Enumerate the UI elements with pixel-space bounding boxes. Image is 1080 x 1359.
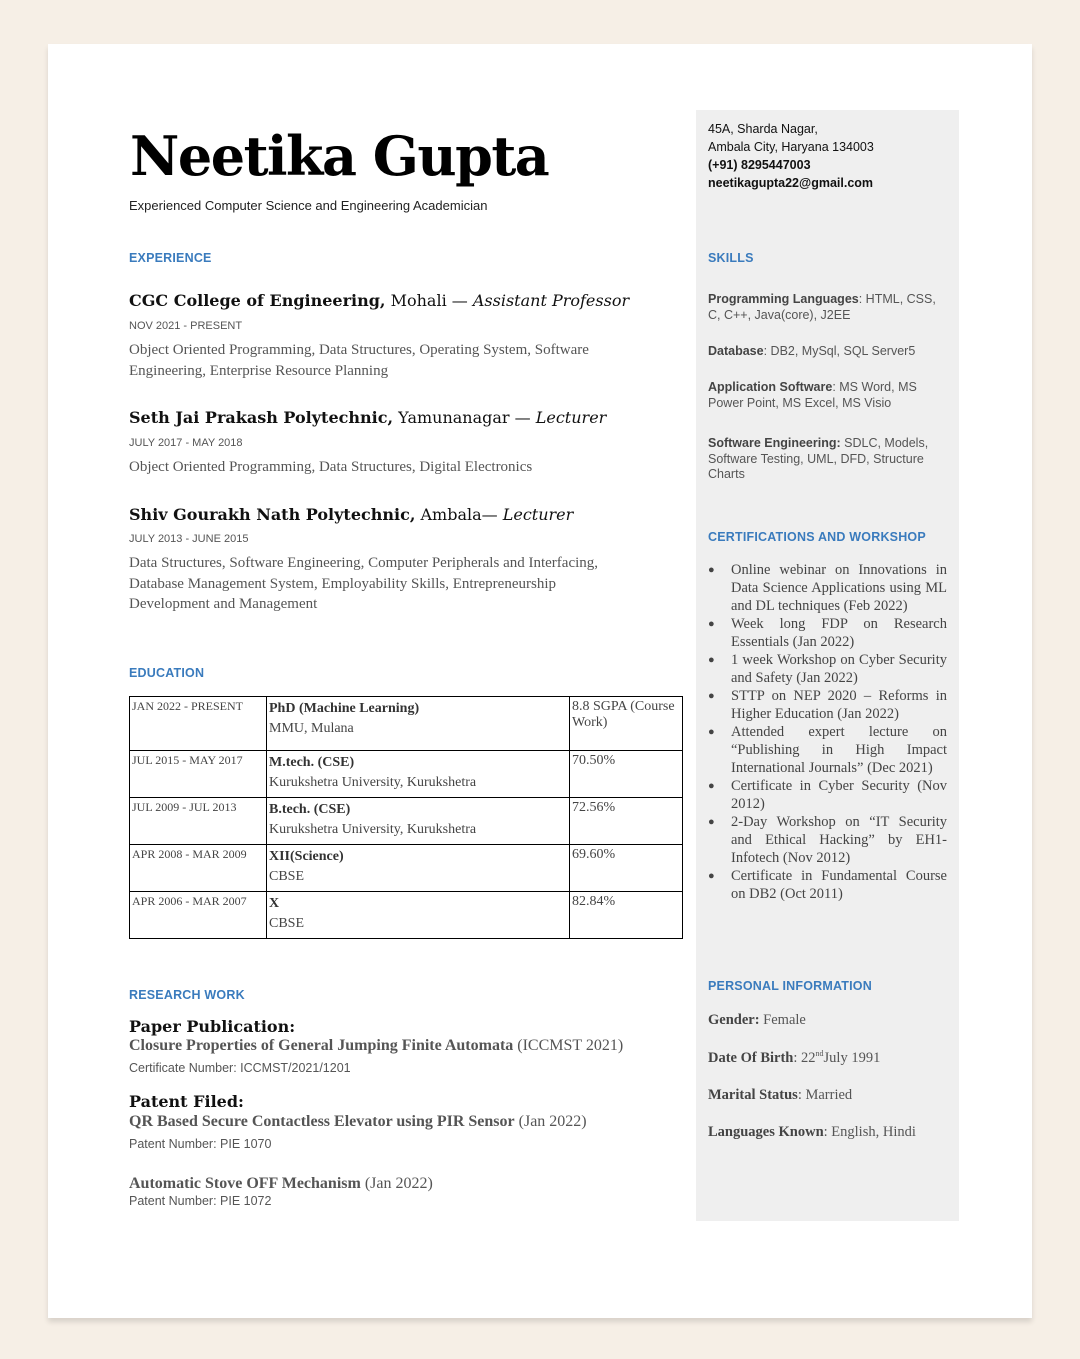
languages-info <box>708 1124 916 1141</box>
paper-certificate: Certificate Number: ICCMST/2021/1201 <box>129 1061 351 1075</box>
paper-title-text: Closure Properties of General Jumping Finite Automata <box>129 1037 514 1054</box>
list-item <box>708 561 947 615</box>
bullet-icon: ● <box>708 816 715 828</box>
email-address: neetikagupta22@gmail.com <box>708 176 874 190</box>
edu-degree: X <box>269 896 280 911</box>
phone-number: (+91) 8295447003 <box>708 158 811 172</box>
list-item <box>708 813 947 867</box>
edu-degree-cell <box>267 751 570 798</box>
skill-value: : HTML, CSS, C, C++, Java(core), J2EE <box>708 292 936 322</box>
education-table <box>129 696 683 939</box>
cert-text: 2-Day Workshop on “IT Security and Ethical Hacking” by EH1-Infotech (Nov 2012) <box>731 814 947 866</box>
skill-entry <box>708 292 938 323</box>
edu-dates: JUL 2015 - MAY 2017 <box>130 751 267 798</box>
skill-entry <box>708 380 938 411</box>
edu-institute: Kurukshetra University, Kurukshetra <box>269 775 477 790</box>
table-row <box>130 697 683 751</box>
skill-label: Application Software <box>708 380 833 394</box>
job-title <box>129 505 573 524</box>
skill-label: Programming Languages <box>708 292 859 306</box>
skill-value: SDLC, Models, Software Testing, UML, DFD, Structure Charts <box>708 436 929 481</box>
job-location: Ambala— <box>415 505 503 524</box>
cert-text: Certificate in Cyber Security (Nov 2012) <box>731 778 947 812</box>
gender-label: Gender: <box>708 1012 760 1028</box>
job-dates: JULY 2017 - MAY 2018 <box>129 437 243 449</box>
job-description: Data Structures, Software Engineering, Computer Peripherals and Interfacing, Database Management System, Employability Skills, Entrepreneurship Development and Management <box>129 555 599 612</box>
edu-dates: APR 2008 - MAR 2009 <box>130 845 267 892</box>
cert-text: Online webinar on Innovations in Data Science Applications using ML and DL techniques (Feb 2022) <box>731 562 947 614</box>
edu-degree: PhD (Machine Learning) <box>269 701 420 716</box>
marital-label: Marital Status <box>708 1087 798 1103</box>
job-role: Lecturer <box>535 408 607 427</box>
patent-date: (Jan 2022) <box>514 1113 587 1130</box>
list-item <box>708 867 947 903</box>
edu-degree-cell <box>267 845 570 892</box>
skill-value: : DB2, MySql, SQL Server5 <box>763 344 916 358</box>
marital-value: : Married <box>797 1087 853 1103</box>
edu-score: 82.84% <box>570 892 683 939</box>
bullet-icon: ● <box>708 654 715 666</box>
contact-block <box>708 120 874 192</box>
job-role: Assistant Professor <box>472 291 630 310</box>
edu-score: 70.50% <box>570 751 683 798</box>
edu-dates: JAN 2022 - PRESENT <box>130 697 267 751</box>
job-institution: Shiv Gourakh Nath Polytechnic, <box>129 505 416 524</box>
list-item <box>708 615 947 651</box>
certifications-heading: CERTIFICATIONS AND WORKSHOP <box>708 530 926 544</box>
edu-score: 69.60% <box>570 845 683 892</box>
dob-info <box>708 1049 880 1067</box>
list-item <box>708 723 947 777</box>
dob-label: Date Of Birth <box>708 1049 794 1066</box>
table-row <box>130 892 683 939</box>
paper-title <box>129 1037 623 1055</box>
gender-info <box>708 1012 806 1029</box>
list-item <box>708 651 947 687</box>
job-title <box>129 408 606 427</box>
patent-title-text: QR Based Secure Contactless Elevator using PIR Sensor <box>129 1113 515 1130</box>
edu-dates: JUL 2009 - JUL 2013 <box>130 798 267 845</box>
education-heading: EDUCATION <box>129 666 205 680</box>
skill-entry <box>708 344 938 360</box>
edu-degree-cell <box>267 798 570 845</box>
bullet-icon: ● <box>708 870 715 882</box>
experience-heading: EXPERIENCE <box>129 251 212 265</box>
edu-degree: B.tech. (CSE) <box>269 802 351 817</box>
patent-date: (Jan 2022) <box>360 1175 433 1192</box>
edu-dates: APR 2006 - MAR 2007 <box>130 892 267 939</box>
patent-title-text: Automatic Stove OFF Mechanism <box>129 1175 361 1192</box>
edu-institute: Kurukshetra University, Kurukshetra <box>269 822 477 837</box>
list-item <box>708 687 947 723</box>
gender-value: Female <box>759 1012 806 1028</box>
cert-text: Certificate in Fundamental Course on DB2 (Oct 2011) <box>731 868 947 902</box>
list-item <box>708 777 947 813</box>
paper-heading: Paper Publication: <box>129 1017 296 1036</box>
table-row <box>130 845 683 892</box>
candidate-name: Neetika Gupta <box>130 124 549 188</box>
patent-title <box>129 1113 587 1131</box>
edu-degree-cell <box>267 697 570 751</box>
job-dates: JULY 2013 - JUNE 2015 <box>129 533 249 545</box>
address-line: 45A, Sharda Nagar, <box>708 122 818 136</box>
patent-number: Patent Number: PIE 1070 <box>129 1137 272 1151</box>
languages-value: : English, Hindi <box>823 1124 916 1140</box>
research-heading: RESEARCH WORK <box>129 988 245 1002</box>
skill-entry <box>708 436 938 483</box>
bullet-icon: ● <box>708 618 715 630</box>
job-role: Lecturer <box>502 505 574 524</box>
job-description: Object Oriented Programming, Data Structures, Digital Electronics <box>129 459 533 475</box>
edu-degree-cell <box>267 892 570 939</box>
edu-score: 72.56% <box>570 798 683 845</box>
edu-institute: MMU, Mulana <box>269 721 354 736</box>
skills-heading: SKILLS <box>708 251 754 265</box>
job-institution: CGC College of Engineering, <box>129 291 386 310</box>
bullet-icon: ● <box>708 690 715 702</box>
cert-text: Week long FDP on Research Essentials (Jan 2022) <box>731 616 947 650</box>
bullet-icon: ● <box>708 780 715 792</box>
skill-label: Software Engineering: <box>708 436 841 450</box>
bullet-icon: ● <box>708 726 715 738</box>
patent-title <box>129 1175 433 1193</box>
job-description: Object Oriented Programming, Data Structures, Operating System, Software Engineering, Enterprise Resource Planning <box>129 342 589 379</box>
paper-venue: (ICCMST 2021) <box>513 1037 624 1054</box>
job-location: Yamunanagar — <box>393 408 536 427</box>
edu-institute: CBSE <box>269 916 305 931</box>
job-title <box>129 291 629 310</box>
job-dates: NOV 2021 - PRESENT <box>129 320 243 332</box>
edu-institute: CBSE <box>269 869 305 884</box>
job-institution: Seth Jai Prakash Polytechnic, <box>129 408 394 427</box>
patent-heading: Patent Filed: <box>129 1092 244 1111</box>
cert-text: STTP on NEP 2020 – Reforms in Higher Education (Jan 2022) <box>731 688 947 722</box>
table-row <box>130 798 683 845</box>
skill-value: : MS Word, MS Power Point, MS Excel, MS Visio <box>708 380 917 410</box>
languages-label: Languages Known <box>708 1124 824 1140</box>
marital-info <box>708 1087 852 1104</box>
edu-degree: XII(Science) <box>269 849 344 864</box>
tagline: Experienced Computer Science and Engineering Academician <box>129 198 488 213</box>
dob-rest: July 1991 <box>823 1049 881 1066</box>
table-row <box>130 751 683 798</box>
resume-page <box>48 44 1032 1318</box>
personal-heading: PERSONAL INFORMATION <box>708 979 872 993</box>
job-location: Mohali — <box>385 291 473 310</box>
cert-text: Attended expert lecture on “Publishing in High Impact International Journals” (Dec 2021) <box>731 724 947 776</box>
certifications-list <box>708 561 947 903</box>
bullet-icon: ● <box>708 564 715 576</box>
dob-day: : 22 <box>793 1049 816 1066</box>
cert-text: 1 week Workshop on Cyber Security and Safety (Jan 2022) <box>731 652 947 686</box>
edu-score: 8.8 SGPA (Course Work) <box>570 697 683 751</box>
edu-degree: M.tech. (CSE) <box>269 755 355 770</box>
address-line: Ambala City, Haryana 134003 <box>708 140 874 154</box>
skill-label: Database <box>708 344 764 358</box>
dob-suffix: nd <box>815 1049 824 1058</box>
patent-number: Patent Number: PIE 1072 <box>129 1194 272 1208</box>
